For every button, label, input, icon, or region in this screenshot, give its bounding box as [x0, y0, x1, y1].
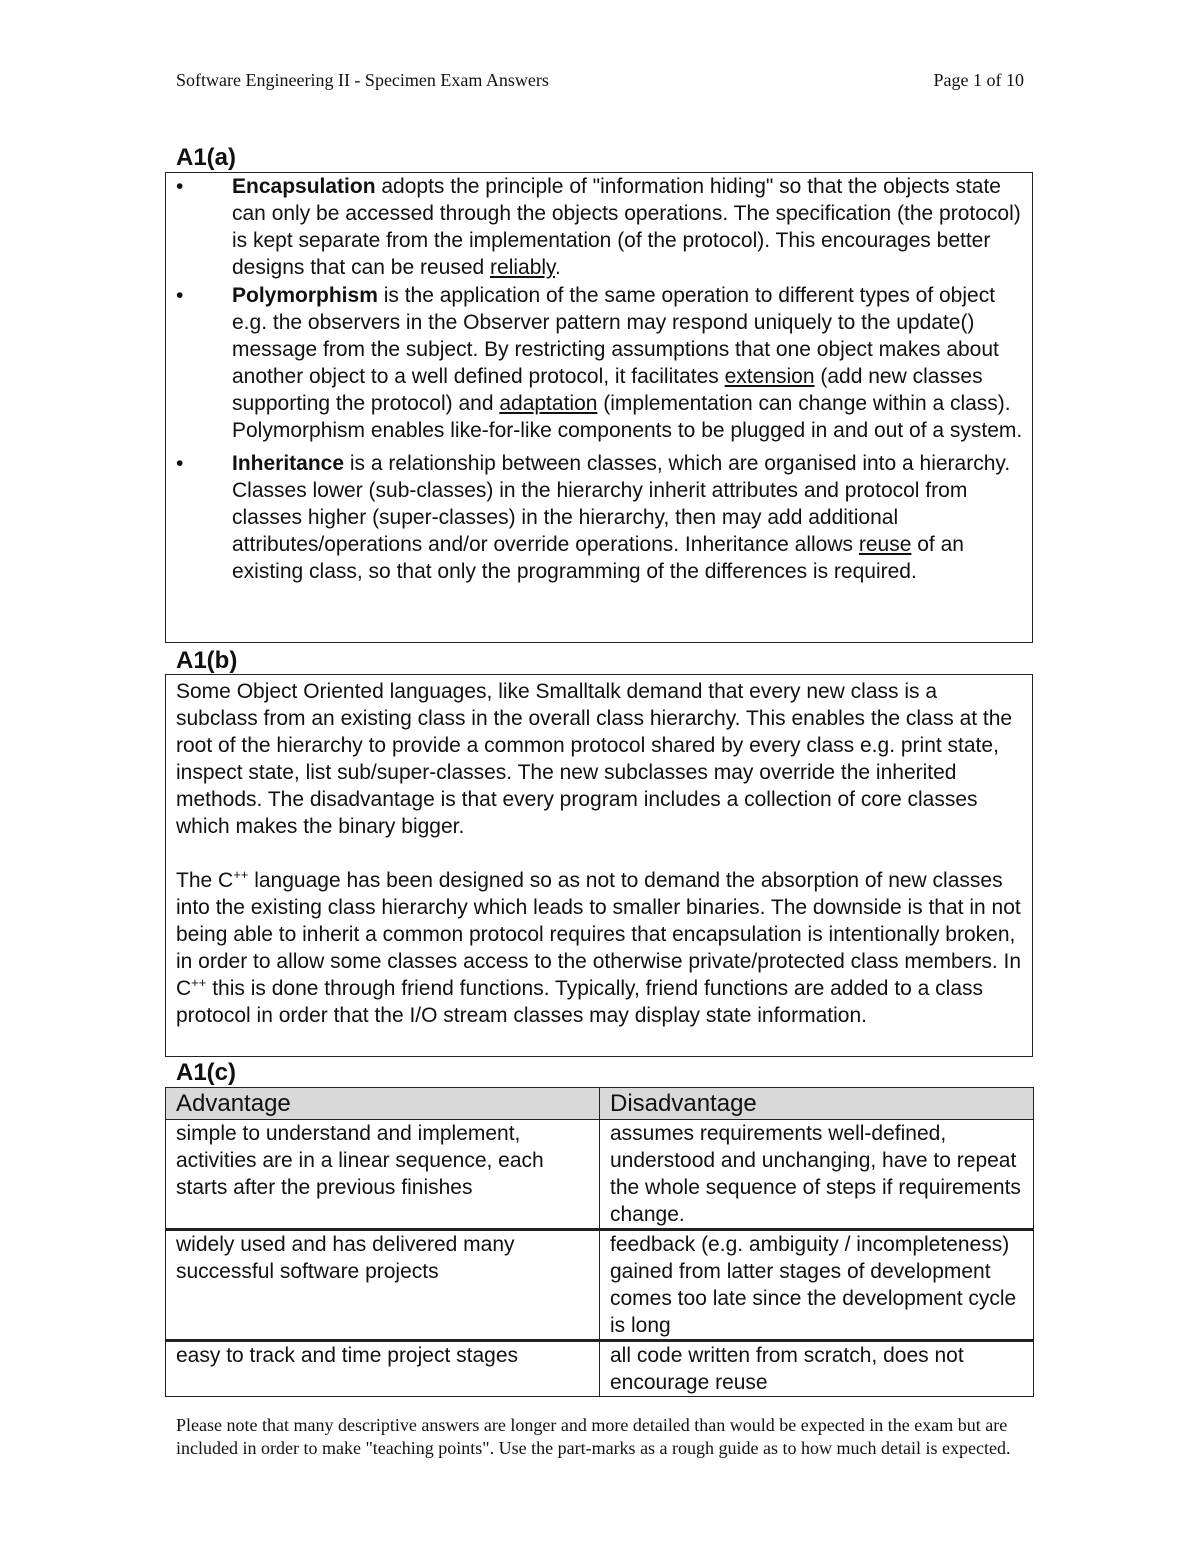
table-cell: feedback (e.g. ambiguity / incompleteness) gained from latter stages of development comes too late since the development cycle is long	[600, 1230, 1034, 1341]
paragraph-text: this is done through friend functions. Typically, friend functions are added to a class protocol in order that the I/O stream classes may display state information.	[176, 977, 984, 1027]
page-header	[176, 70, 1024, 96]
item-text-tail: .	[554, 256, 561, 279]
paragraph-text: The C	[176, 869, 234, 892]
item-text: is the application of the same operation to different types of object e.g. the observers in the Observer pattern may respond uniquely to the update() message from the subject. By restricting assumptions that one object makes about another object to a well defined protocol, it facilitates	[232, 284, 999, 388]
section-heading-a1a: A1(a)	[176, 144, 237, 171]
table-cell: widely used and has delivered many successful software projects	[166, 1230, 600, 1341]
list-item	[166, 173, 1032, 281]
paragraph-text: language has been designed so as not to demand the absorption of new classes into the existing class hierarchy which leads to smaller binaries. The downside is that in not being able to inherit a common protocol requires that encapsulation is intentionally broken, in order to allow some classes access to the otherwise private/protected class members. In C	[176, 869, 1022, 1000]
list-item	[166, 282, 1032, 444]
table-row	[166, 1120, 1034, 1230]
answer-box-a1b	[165, 674, 1033, 1057]
bullet-icon: •	[176, 452, 184, 475]
table-cell: easy to track and time project stages	[166, 1341, 600, 1397]
term-polymorphism: Polymorphism	[232, 284, 378, 307]
superscript: ++	[191, 975, 207, 990]
bullet-icon: •	[176, 175, 184, 198]
paragraph	[166, 867, 1032, 1029]
underlined-word: extension	[724, 365, 815, 388]
table-header-row	[166, 1088, 1034, 1120]
underlined-word: adaptation	[499, 392, 598, 415]
table-cell: simple to understand and implement, activities are in a linear sequence, each starts after the previous finishes	[166, 1120, 600, 1230]
column-header-disadvantage: Disadvantage	[600, 1088, 1034, 1120]
bullet-list	[166, 173, 1032, 585]
table-row	[166, 1341, 1034, 1397]
underlined-word: reuse	[858, 533, 912, 556]
section-heading-a1b: A1(b)	[176, 647, 238, 674]
section-heading-a1c: A1(c)	[176, 1059, 237, 1086]
item-text: adopts the principle of "information hiding" so that the objects state can only be accessed through the objects operations. The specification (the protocol) is kept separate from the implementation (of the protocol). This encourages better designs that can be reused	[232, 175, 1021, 279]
column-header-advantage: Advantage	[166, 1088, 600, 1120]
paragraph: Some Object Oriented languages, like Smalltalk demand that every new class is a subclass from an existing class in the overall class hierarchy. This enables the class at the root of the hierarchy to provide a common protocol shared by every class e.g. print state, inspect state, list sub/super-classes. The new subclasses may override the inherited methods. The disadvantage is that every program includes a collection of core classes which makes the binary bigger.	[176, 680, 1013, 838]
table-row	[166, 1230, 1034, 1341]
underlined-word: reliably	[490, 256, 555, 279]
term-encapsulation: Encapsulation	[232, 175, 376, 198]
item-text: of an existing class, so that only the programming of the differences is required.	[232, 533, 964, 583]
list-item	[166, 450, 1032, 585]
comparison-table	[165, 1087, 1034, 1397]
item-text: (add new classes supporting the protocol) and	[232, 365, 983, 415]
table-cell: assumes requirements well-defined, understood and unchanging, have to repeat the whole sequence of steps if requirements change.	[600, 1120, 1034, 1230]
term-inheritance: Inheritance	[232, 452, 345, 475]
superscript: ++	[233, 867, 249, 882]
footnote: Please note that many descriptive answers are longer and more detailed than would be expected in the exam but are included in order to make "teaching points". Use the part-marks as a rough guide as to how much detail is expected.	[176, 1415, 1011, 1458]
item-text: is a relationship between classes, which are organised into a hierarchy. Classes lower (sub-classes) in the hierarchy inherit attributes and protocol from classes higher (super-classes) in the hierarchy, then may add additional attributes/operations and/or override operations. Inheritance allows	[232, 452, 1011, 556]
bullet-icon: •	[176, 284, 184, 307]
table-cell: all code written from scratch, does not encourage reuse	[600, 1341, 1034, 1397]
document-title: Software Engineering II - Specimen Exam Answers	[176, 70, 549, 90]
item-text: (implementation can change within a class). Polymorphism enables like-for-like components to be plugged in and out of a system.	[232, 392, 1023, 442]
answer-box-a1a	[165, 172, 1033, 643]
page-number: Page 1 of 10	[933, 70, 1024, 90]
